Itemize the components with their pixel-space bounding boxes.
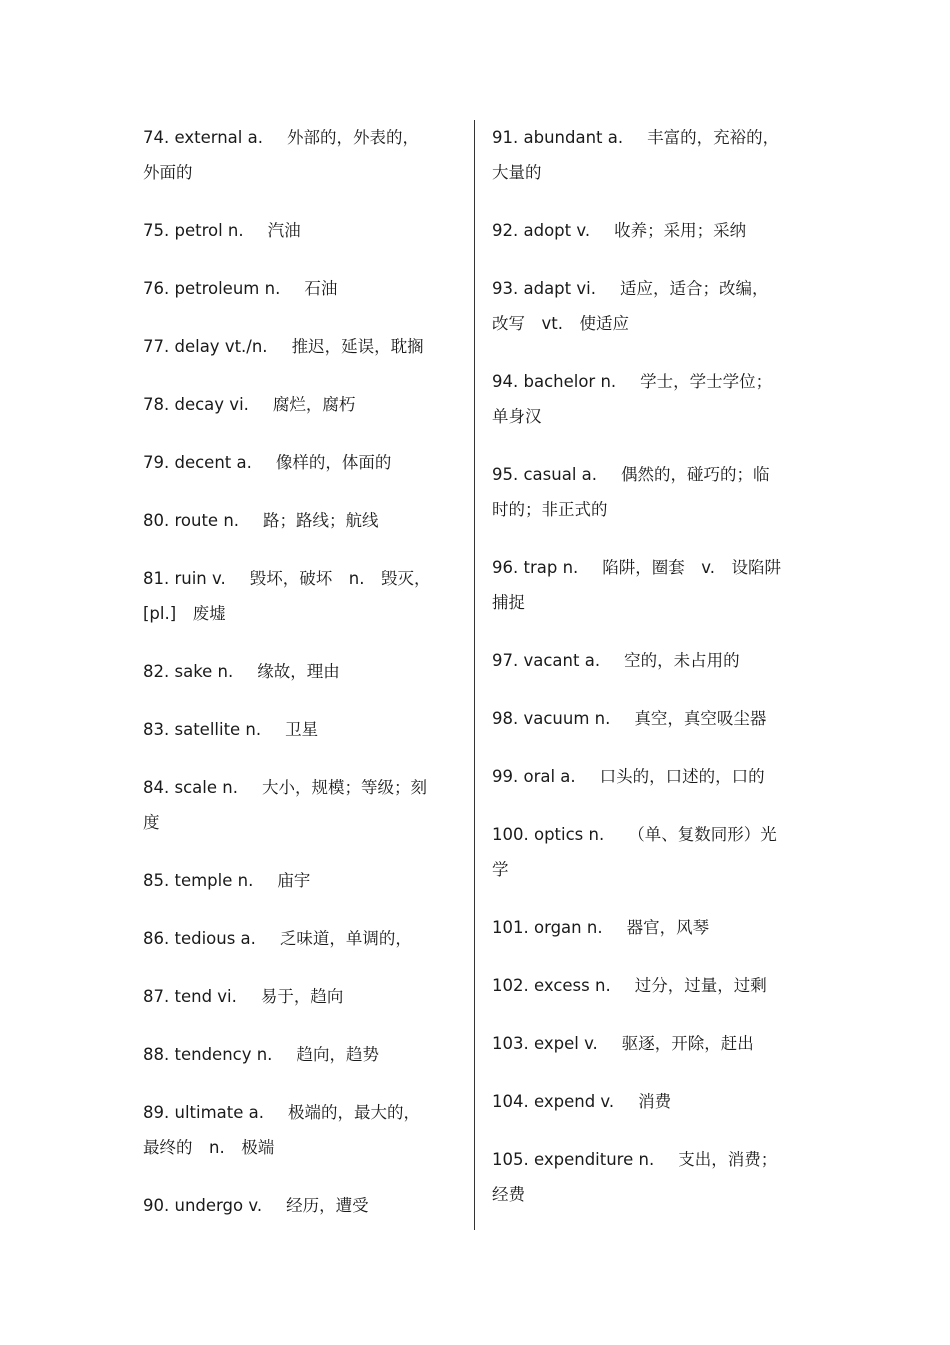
entry-definition: 学士，学士学位； [640, 372, 773, 391]
vocabulary-entry [492, 910, 807, 945]
vocabulary-column-right [492, 120, 807, 1235]
vocabulary-entry [492, 1084, 807, 1119]
entry-word: 75. petrol n. [143, 221, 244, 240]
entry-definition: 器官，风琴 [626, 918, 710, 937]
vocabulary-entry [143, 712, 453, 747]
entry-definition-continued: 最终的 n. 极端 [143, 1138, 275, 1157]
entry-definition: 腐烂，腐朽 [272, 395, 356, 414]
vocabulary-entry [492, 550, 807, 620]
entry-definition: 乏味道，单调的， [279, 929, 412, 948]
vocabulary-entry [492, 271, 807, 341]
entry-definition: 易于，趋向 [260, 987, 344, 1006]
entry-word: 89. ultimate a. [143, 1103, 264, 1122]
entry-definition: 趋向，趋势 [296, 1045, 379, 1064]
entry-definition: 空的，未占用的 [624, 651, 740, 670]
vocabulary-entry [143, 445, 453, 480]
entry-word: 100. optics n. [492, 825, 605, 844]
vocabulary-entry [492, 1026, 807, 1061]
entry-definition: 经历，遭受 [286, 1196, 369, 1215]
vocabulary-entry [492, 643, 807, 678]
vocabulary-entry [143, 120, 453, 190]
entry-word: 88. tendency n. [143, 1045, 273, 1064]
entry-definition: 消费 [638, 1092, 672, 1111]
entry-definition-continued: 经费 [492, 1185, 525, 1204]
entry-word: 92. adopt v. [492, 221, 591, 240]
entry-definition: 支出，消费； [678, 1150, 778, 1169]
entry-definition: 真空，真空吸尘器 [634, 709, 767, 728]
entry-definition-continued: 时的；非正式的 [492, 500, 608, 519]
vocabulary-entry [143, 1037, 453, 1072]
entry-definition-continued: 外面的 [143, 163, 193, 182]
entry-definition: 推迟，延误，耽搁 [291, 337, 424, 356]
entry-word: 84. scale n. [143, 778, 238, 797]
entry-definition-continued: 单身汉 [492, 407, 542, 426]
entry-word: 78. decay vi. [143, 395, 249, 414]
vocabulary-entry [143, 561, 453, 631]
vocabulary-entry [143, 213, 453, 248]
vocabulary-entry [143, 271, 453, 306]
entry-definition: 卫星 [285, 720, 319, 739]
entry-definition: 毁坏，破坏 n. 毁灭， [249, 569, 431, 588]
entry-definition: 驱逐，开除，赶出 [621, 1034, 754, 1053]
entry-word: 101. organ n. [492, 918, 603, 937]
entry-definition-continued: 捕捉 [492, 593, 525, 612]
entry-word: 98. vacuum n. [492, 709, 611, 728]
entry-word: 90. undergo v. [143, 1196, 263, 1215]
vocabulary-entry [143, 770, 453, 840]
entry-word: 83. satellite n. [143, 720, 262, 739]
entry-definition: 适应，适合；改编， [619, 279, 769, 298]
entry-word: 80. route n. [143, 511, 240, 530]
entry-definition: 外部的，外表的， [286, 128, 419, 147]
entry-definition-continued: 度 [143, 813, 160, 832]
vocabulary-entry [143, 1095, 453, 1165]
entry-definition-continued: 改写 vt. 使适应 [492, 314, 629, 333]
vocabulary-entry [492, 759, 807, 794]
entry-word: 99. oral a. [492, 767, 576, 786]
entry-word: 102. excess n. [492, 976, 611, 995]
vocabulary-column-left [143, 120, 453, 1246]
entry-definition: 庙宇 [277, 871, 311, 890]
entry-word: 79. decent a. [143, 453, 252, 472]
entry-definition: 过分，过量，过剩 [634, 976, 767, 995]
entry-definition: 丰富的，充裕的， [647, 128, 780, 147]
entry-word: 87. tend vi. [143, 987, 237, 1006]
entry-definition-continued: 学 [492, 860, 509, 879]
entry-definition-continued: [pl.] 废墟 [143, 604, 226, 623]
vocabulary-entry [143, 921, 453, 956]
entry-word: 82. sake n. [143, 662, 234, 681]
vocabulary-entry [492, 968, 807, 1003]
entry-word: 77. delay vt./n. [143, 337, 268, 356]
vocabulary-entry [492, 213, 807, 248]
entry-definition: 像样的，体面的 [275, 453, 392, 472]
vocabulary-entry [143, 387, 453, 422]
entry-word: 76. petroleum n. [143, 279, 281, 298]
entry-definition: 偶然的，碰巧的；临 [621, 465, 770, 484]
vocabulary-entry [143, 979, 453, 1014]
entry-definition-continued: 大量的 [492, 163, 542, 182]
entry-word: 97. vacant a. [492, 651, 601, 670]
vocabulary-entry [492, 1142, 807, 1212]
entry-word: 95. casual a. [492, 465, 598, 484]
column-divider [474, 120, 475, 1230]
entry-word: 96. trap n. [492, 558, 579, 577]
vocabulary-entry [143, 863, 453, 898]
entry-definition: 缘故，理由 [257, 662, 340, 681]
entry-word: 85. temple n. [143, 871, 254, 890]
entry-definition: 极端的，最大的， [288, 1103, 420, 1122]
vocabulary-entry [492, 457, 807, 527]
entry-word: 93. adapt vi. [492, 279, 596, 298]
entry-word: 86. tedious a. [143, 929, 256, 948]
entry-word: 91. abundant a. [492, 128, 624, 147]
vocabulary-entry [492, 817, 807, 887]
entry-definition: （单、复数同形）光 [628, 825, 777, 844]
entry-word: 74. external a. [143, 128, 263, 147]
vocabulary-entry [143, 1188, 453, 1223]
vocabulary-entry [492, 120, 807, 190]
entry-word: 94. bachelor n. [492, 372, 617, 391]
entry-word: 104. expend v. [492, 1092, 615, 1111]
entry-word: 81. ruin v. [143, 569, 226, 588]
vocabulary-entry [492, 701, 807, 736]
entry-word: 105. expenditure n. [492, 1150, 655, 1169]
entry-definition: 路；路线；航线 [263, 511, 379, 530]
entry-word: 103. expel v. [492, 1034, 598, 1053]
entry-definition: 大小，规模；等级；刻 [261, 778, 427, 797]
vocabulary-entry [143, 329, 453, 364]
entry-definition: 石油 [304, 279, 338, 298]
vocabulary-entry [492, 364, 807, 434]
entry-definition: 口头的，口述的，口的 [599, 767, 765, 786]
entry-definition: 收养；采用；采纳 [614, 221, 747, 240]
entry-definition: 陷阱，圈套 v. 设陷阱 [602, 558, 782, 577]
vocabulary-entry [143, 503, 453, 538]
vocabulary-entry [143, 654, 453, 689]
entry-definition: 汽油 [267, 221, 301, 240]
